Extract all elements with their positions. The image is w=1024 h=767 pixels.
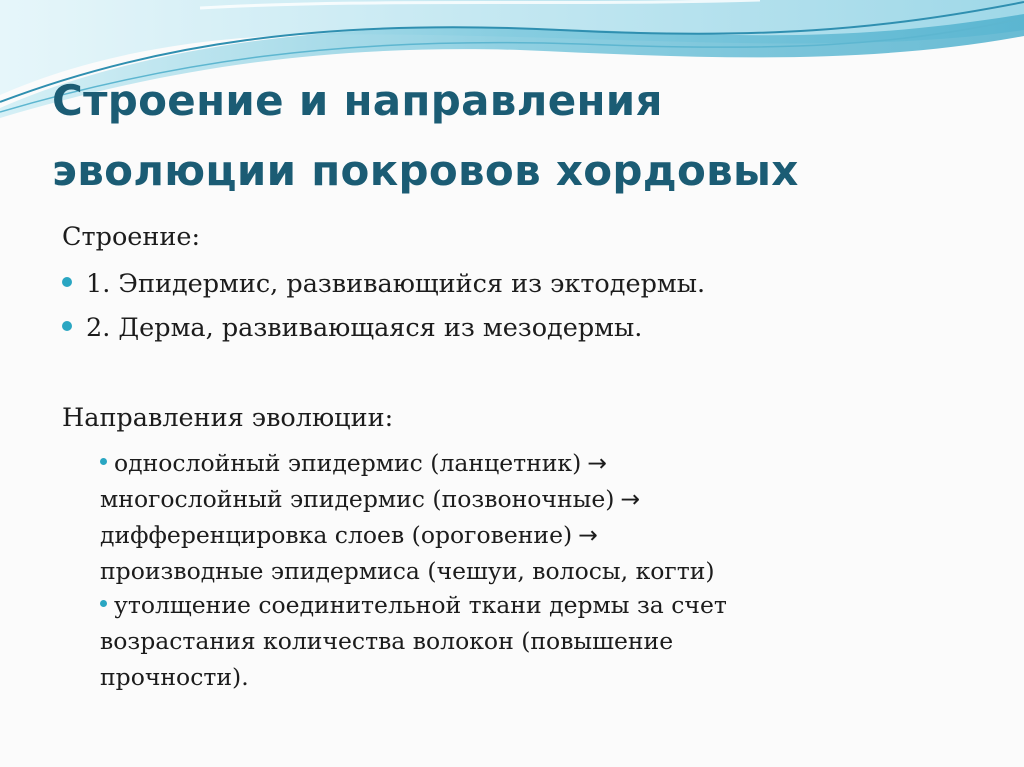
slide-title	[52, 66, 992, 206]
evolution-item-2-line-2: возрастания количества волокон (повышение	[100, 627, 674, 655]
evolution-item-1	[100, 445, 1000, 589]
evolution-item-1-line-2: многослойный эпидермис (позвоночные) →	[100, 485, 641, 513]
evolution-item-2-line-1: утолщение соединительной ткани дермы за счет	[100, 587, 1000, 623]
structure-item-2-text: 2. Дерма, развивающаяся из мезодермы.	[86, 313, 643, 343]
evolution-item-1-line-1: однослойный эпидермис (ланцетник) →	[100, 445, 1000, 481]
arrow-right-icon: →	[620, 485, 641, 513]
evolution-item-2-line-3: прочности).	[100, 663, 249, 691]
arrow-right-icon: →	[578, 521, 598, 549]
bullet-icon	[100, 600, 107, 607]
evolution-item-1-line-4: производные эпидермиса (чешуи, волосы, когти)	[100, 557, 715, 585]
evolution-heading: Направления эволюции:	[62, 403, 394, 433]
structure-item-1	[62, 269, 705, 299]
evolution-item-1-line-3: дифференцировка слоев (ороговение) →	[100, 521, 598, 549]
bullet-icon	[62, 321, 72, 331]
structure-item-2	[62, 313, 642, 343]
slide-title-line-2: эволюции покровов хордовых	[52, 146, 799, 195]
bullet-icon	[100, 458, 107, 465]
slide-title-line-1: Строение и направления	[52, 76, 663, 125]
structure-item-1-text: 1. Эпидермис, развивающийся из эктодермы.	[86, 269, 706, 299]
arrow-right-icon: →	[587, 449, 607, 477]
bullet-icon	[62, 277, 72, 287]
structure-heading: Строение:	[62, 222, 201, 252]
evolution-item-2	[100, 587, 1000, 695]
